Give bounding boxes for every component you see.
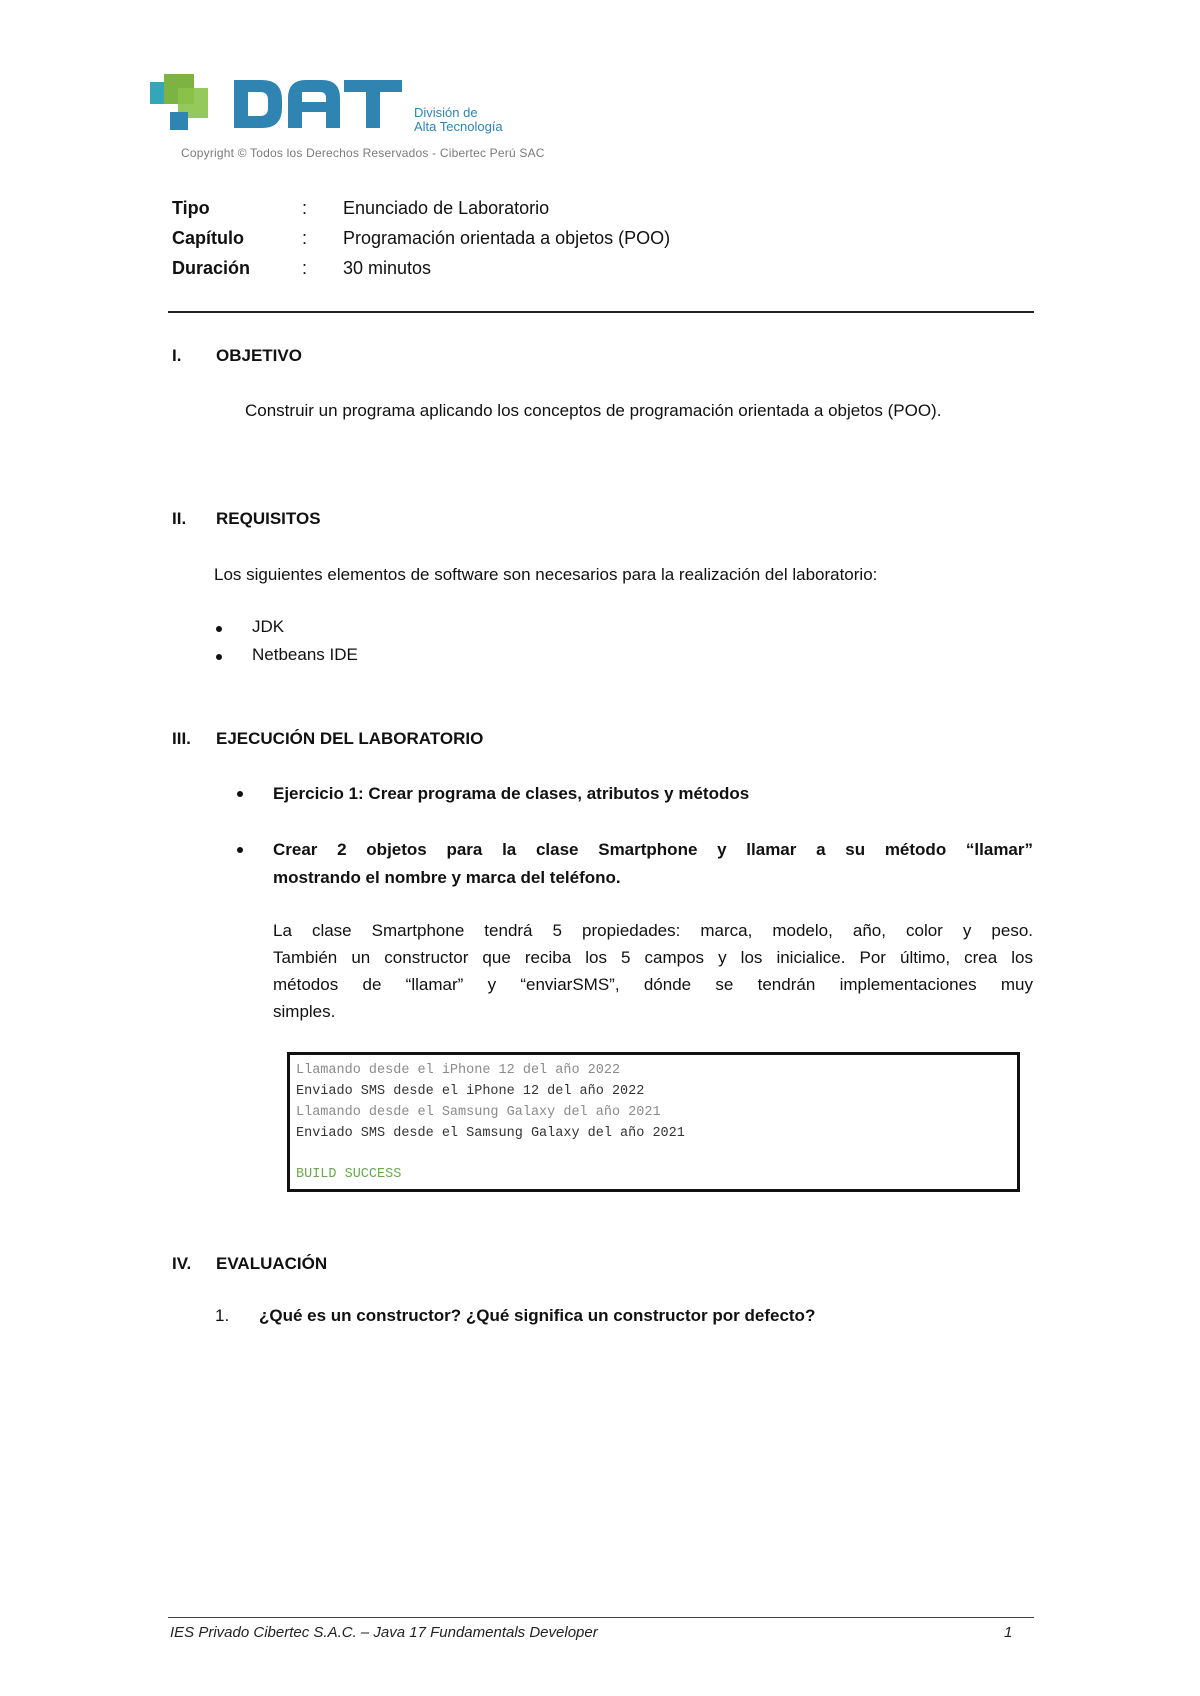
section-number: III. xyxy=(172,729,191,748)
console-line: Enviado SMS desde el Samsung Galaxy del año 2021 xyxy=(296,1126,685,1141)
section-title-evaluacion xyxy=(172,1254,327,1274)
section-title-ejecucion xyxy=(172,729,483,749)
description-line: También un constructor que reciba los 5 campos y los inicialice. Por último, crea los xyxy=(273,948,1033,967)
section-title-text: EVALUACIÓN xyxy=(216,1254,328,1273)
header-divider xyxy=(168,311,1034,313)
exercise-task-line: Crear 2 objetos para la clase Smartphone y llamar a su método “llamar” xyxy=(273,840,1033,859)
meta-value: Enunciado de Laboratorio xyxy=(343,198,550,218)
question-text: ¿Qué es un constructor? ¿Qué significa un constructor por defecto? xyxy=(259,1306,816,1325)
question-number: 1. xyxy=(215,1306,230,1325)
bullet-icon xyxy=(216,654,222,660)
meta-colon: : xyxy=(302,228,308,248)
section-title-text: OBJETIVO xyxy=(216,346,302,365)
description-line: métodos de “llamar” y “enviarSMS”, dónde se tendrán implementaciones muy xyxy=(273,975,1033,994)
console-line: Llamando desde el iPhone 12 del año 2022 xyxy=(296,1063,621,1078)
section-title-requisitos xyxy=(172,509,321,529)
meta-colon: : xyxy=(302,198,308,218)
objetivo-text: Construir un programa aplicando los conceptos de programación orientada a objetos (POO). xyxy=(245,401,942,420)
section-title-text: EJECUCIÓN DEL LABORATORIO xyxy=(216,729,484,748)
meta-colon: : xyxy=(302,258,308,278)
logo-subtitle-line1: División de xyxy=(414,105,478,120)
section-title-objetivo xyxy=(172,346,302,366)
exercise-title xyxy=(273,780,1033,808)
meta-label: Duración xyxy=(172,258,251,278)
description-line: simples. xyxy=(273,1002,336,1021)
section-number: IV. xyxy=(172,1254,192,1273)
description-line: La clase Smartphone tendrá 5 propiedades: marca, modelo, año, color y peso. xyxy=(273,921,1033,940)
section-number: I. xyxy=(172,346,182,365)
bullet-icon xyxy=(237,791,243,797)
list-item xyxy=(252,617,284,637)
meta-label: Tipo xyxy=(172,198,210,218)
bullet-icon xyxy=(216,626,222,632)
evaluation-question xyxy=(215,1306,815,1326)
list-item-label: JDK xyxy=(252,617,285,636)
list-item xyxy=(252,645,358,665)
exercise-task xyxy=(273,836,1033,892)
meta-label: Capítulo xyxy=(172,228,244,248)
list-item-label: Netbeans IDE xyxy=(252,645,358,664)
section-title-text: REQUISITOS xyxy=(216,509,321,528)
footer-text: IES Privado Cibertec S.A.C. – Java 17 Fundamentals Developer xyxy=(170,1624,598,1641)
exercise-task-line: mostrando el nombre y marca del teléfono. xyxy=(273,868,621,887)
meta-value: 30 minutos xyxy=(343,258,432,278)
bullet-icon xyxy=(237,847,243,853)
meta-value: Programación orientada a objetos (POO) xyxy=(343,228,671,248)
logo-subtitle-line2: Alta Tecnología xyxy=(414,119,503,134)
console-line: Enviado SMS desde el iPhone 12 del año 2022 xyxy=(296,1084,645,1099)
console-line: Llamando desde el Samsung Galaxy del año 2021 xyxy=(296,1105,661,1120)
console-build-status: BUILD SUCCESS xyxy=(296,1167,402,1182)
console-output xyxy=(287,1052,1020,1192)
page-number: 1 xyxy=(1004,1624,1013,1641)
logo-subtitle xyxy=(414,106,503,134)
footer-divider xyxy=(168,1617,1034,1618)
exercise-description xyxy=(273,917,1033,1025)
exercise-title-text: Ejercicio 1: Crear programa de clases, atributos y métodos xyxy=(273,784,750,803)
section-number: II. xyxy=(172,509,187,528)
copyright-notice: Copyright © Todos los Derechos Reservados - Cibertec Perú SAC xyxy=(181,146,545,160)
requisitos-intro: Los siguientes elementos de software son necesarios para la realización del laboratorio: xyxy=(214,565,878,584)
